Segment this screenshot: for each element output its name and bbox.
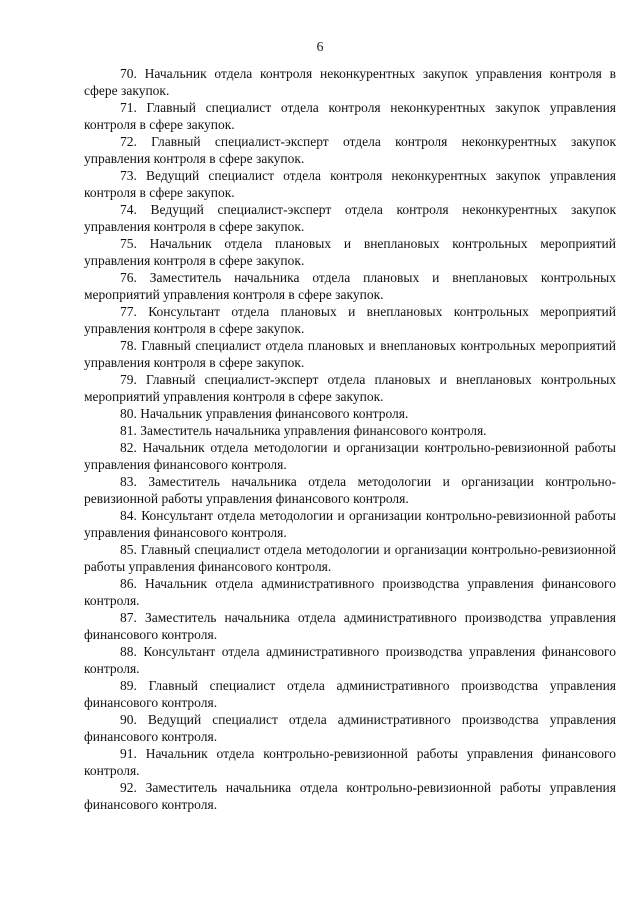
list-item — [84, 269, 616, 303]
list-item — [84, 201, 616, 235]
item-text: Заместитель начальника отдела плановых и внеплановых контрольных мероприятий управления контроля в сфере закупок. — [84, 270, 616, 302]
item-text: Консультант отдела административного производства управления финансового контроля. — [84, 644, 617, 676]
list-item — [84, 167, 616, 201]
list-item — [84, 541, 616, 575]
item-text: Начальник отдела административного производства управления финансового контроля. — [84, 576, 617, 608]
item-number: 70. — [120, 66, 137, 81]
list-item — [84, 371, 616, 405]
item-text: Ведущий специалист-эксперт отдела контроля неконкурентных закупок управления контроля в сфере закупок. — [84, 202, 617, 234]
list-item — [84, 303, 616, 337]
list-item — [84, 473, 616, 507]
item-number: 85. — [120, 542, 137, 557]
item-text: Ведущий специалист отдела контроля неконкурентных закупок управления контроля в сфере закупок. — [84, 168, 617, 200]
list-item — [84, 711, 616, 745]
item-text: Главный специалист отдела административного производства управления финансового контроля. — [84, 678, 617, 710]
item-number: 77. — [120, 304, 137, 319]
item-number: 83. — [120, 474, 137, 489]
item-number: 89. — [120, 678, 137, 693]
list-item — [84, 99, 616, 133]
item-text: Главный специалист отдела плановых и внеплановых контрольных мероприятий управления контроля в сфере закупок. — [84, 338, 616, 370]
item-text: Начальник отдела плановых и внеплановых контрольных мероприятий управления контроля в сфере закупок. — [84, 236, 616, 268]
item-number: 82. — [120, 440, 137, 455]
item-text: Главный специалист отдела контроля неконкурентных закупок управления контроля в сфере закупок. — [84, 100, 617, 132]
list-item — [84, 643, 616, 677]
item-number: 78. — [120, 338, 137, 353]
item-text: Главный специалист отдела методологии и организации контрольно-ревизионной работы управления финансового контроля. — [84, 542, 616, 574]
item-number: 90. — [120, 712, 137, 727]
item-number: 79. — [120, 372, 137, 387]
item-number: 91. — [120, 746, 137, 761]
item-text: Заместитель начальника отдела административного производства управления финансового контроля. — [84, 610, 616, 642]
list-item — [84, 507, 616, 541]
item-text: Ведущий специалист отдела административного производства управления финансового контроля. — [84, 712, 617, 744]
item-text: Начальник отдела контроля неконкурентных закупок управления контроля в сфере закупок. — [84, 66, 616, 98]
item-number: 88. — [120, 644, 137, 659]
item-number: 86. — [120, 576, 137, 591]
list-item — [84, 575, 616, 609]
page-number: 6 — [316, 40, 324, 55]
list-item — [84, 609, 616, 643]
item-number: 80. — [120, 406, 137, 421]
list-item — [84, 405, 616, 422]
item-text: Начальник отдела методологии и организации контрольно-ревизионной работы управления финансового контроля. — [84, 440, 616, 472]
list-item — [84, 745, 616, 779]
item-text: Начальник отдела контрольно-ревизионной работы управления финансового контроля. — [84, 746, 616, 778]
item-number: 72. — [120, 134, 137, 149]
item-number: 73. — [120, 168, 137, 183]
item-text: Заместитель начальника отдела методологии и организации контрольно-ревизионной работы управления финансового контроля. — [84, 474, 616, 506]
list-item — [84, 133, 616, 167]
item-number: 81. — [120, 423, 137, 438]
list-item — [84, 779, 616, 813]
item-number: 75. — [120, 236, 137, 251]
item-text: Консультант отдела методологии и организации контрольно-ревизионной работы управления финансового контроля. — [84, 508, 617, 540]
item-number: 87. — [120, 610, 137, 625]
list-item — [84, 235, 616, 269]
item-number: 71. — [120, 100, 137, 115]
list-item — [84, 422, 616, 439]
list-item — [84, 439, 616, 473]
item-text: Начальник управления финансового контроля. — [140, 406, 409, 421]
item-number: 92. — [120, 780, 137, 795]
item-number: 84. — [120, 508, 137, 523]
item-text: Главный специалист-эксперт отдела плановых и внеплановых контрольных мероприятий управления контроля в сфере закупок. — [84, 372, 617, 404]
position-list — [84, 65, 616, 813]
item-text: Заместитель начальника отдела контрольно-ревизионной работы управления финансового контроля. — [84, 780, 616, 812]
item-number: 74. — [120, 202, 137, 217]
list-item — [84, 65, 616, 99]
list-item — [84, 677, 616, 711]
item-text: Заместитель начальника управления финансового контроля. — [140, 423, 487, 438]
item-number: 76. — [120, 270, 137, 285]
list-item — [84, 337, 616, 371]
item-text: Консультант отдела плановых и внеплановых контрольных мероприятий управления контроля в сфере закупок. — [84, 304, 617, 336]
item-text: Главный специалист-эксперт отдела контроля неконкурентных закупок управления контроля в сфере закупок. — [84, 134, 617, 166]
